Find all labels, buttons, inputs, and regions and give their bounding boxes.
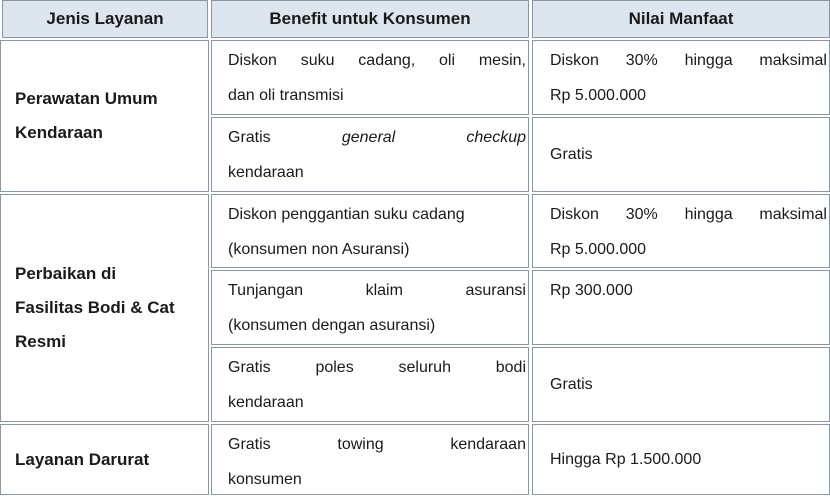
benefit-line: (konsumen dengan asuransi) bbox=[228, 317, 436, 334]
value-cell bbox=[532, 117, 830, 192]
benefit-line: (konsumen non Asuransi) bbox=[228, 241, 410, 258]
value-cell bbox=[532, 424, 830, 495]
benefit-line: Diskon penggantian suku cadang bbox=[228, 206, 465, 223]
word: cadang, bbox=[358, 52, 416, 69]
value-line: Gratis bbox=[550, 146, 593, 163]
value-cell bbox=[532, 194, 830, 268]
word: Tunjangan bbox=[228, 282, 304, 299]
word: towing bbox=[337, 436, 384, 453]
service-cell-darurat bbox=[0, 424, 209, 495]
word: maksimal bbox=[759, 52, 827, 69]
word: oli bbox=[439, 52, 456, 69]
benefit-line: konsumen bbox=[228, 471, 302, 488]
word: asuransi bbox=[465, 282, 526, 299]
word: checkup bbox=[466, 129, 526, 146]
benefit-line bbox=[228, 120, 528, 155]
header-benefit-label: Benefit untuk Konsumen bbox=[269, 9, 471, 28]
value-line: Rp 5.000.000 bbox=[550, 241, 647, 258]
word: kendaraan bbox=[450, 436, 526, 453]
word: suku bbox=[300, 52, 335, 69]
service-label bbox=[15, 82, 158, 150]
value-line bbox=[550, 43, 829, 78]
service-label bbox=[15, 443, 149, 477]
word: klaim bbox=[365, 282, 403, 299]
value-cell bbox=[532, 270, 830, 345]
value-line: Rp 300.000 bbox=[550, 282, 633, 299]
word: Gratis bbox=[228, 359, 271, 376]
word: Gratis bbox=[228, 129, 271, 146]
benefit-cell bbox=[211, 194, 529, 268]
benefit-line: dan oli transmisi bbox=[228, 87, 344, 104]
word: hingga bbox=[684, 206, 733, 223]
benefit-cell bbox=[211, 424, 529, 495]
benefit-cell bbox=[211, 117, 529, 192]
benefit-line: kendaraan bbox=[228, 394, 304, 411]
service-line: Kendaraan bbox=[15, 123, 103, 142]
word: Gratis bbox=[228, 436, 271, 453]
value-line: Rp 5.000.000 bbox=[550, 87, 647, 104]
benefit-cell bbox=[211, 347, 529, 422]
benefit-line bbox=[228, 350, 528, 385]
header-service-label: Jenis Layanan bbox=[46, 9, 164, 28]
header-value-label: Nilai Manfaat bbox=[628, 9, 734, 28]
service-line: Perawatan Umum bbox=[15, 89, 158, 108]
word: poles bbox=[315, 359, 354, 376]
benefit-line: kendaraan bbox=[228, 164, 304, 181]
word: bodi bbox=[495, 359, 526, 376]
header-benefit bbox=[211, 0, 529, 38]
word: Diskon bbox=[550, 52, 599, 69]
service-line: Perbaikan di bbox=[15, 264, 117, 283]
service-line: Resmi bbox=[15, 332, 67, 351]
benefit-line bbox=[228, 43, 528, 78]
word: seluruh bbox=[398, 359, 451, 376]
service-label bbox=[15, 257, 175, 359]
header-value bbox=[532, 0, 830, 38]
value-line bbox=[550, 197, 829, 232]
value-cell bbox=[532, 40, 830, 115]
word: Diskon bbox=[550, 206, 599, 223]
benefit-cell bbox=[211, 270, 529, 345]
benefit-line bbox=[228, 427, 528, 462]
service-cell-perawatan bbox=[0, 40, 209, 192]
header-service bbox=[2, 0, 208, 38]
word: mesin, bbox=[478, 52, 526, 69]
word: Diskon bbox=[228, 52, 277, 69]
service-line: Layanan Darurat bbox=[15, 449, 150, 469]
word: 30% bbox=[625, 52, 658, 69]
benefit-line bbox=[228, 273, 528, 308]
word: 30% bbox=[625, 206, 658, 223]
word: hingga bbox=[684, 52, 733, 69]
value-line: Hingga Rp 1.500.000 bbox=[550, 451, 702, 468]
service-line: Fasilitas Bodi & Cat bbox=[15, 298, 175, 317]
benefit-cell bbox=[211, 40, 529, 115]
value-line: Gratis bbox=[550, 376, 593, 393]
word: general bbox=[341, 129, 396, 146]
value-cell bbox=[532, 347, 830, 422]
word: maksimal bbox=[759, 206, 827, 223]
service-cell-perbaikan bbox=[0, 194, 209, 422]
